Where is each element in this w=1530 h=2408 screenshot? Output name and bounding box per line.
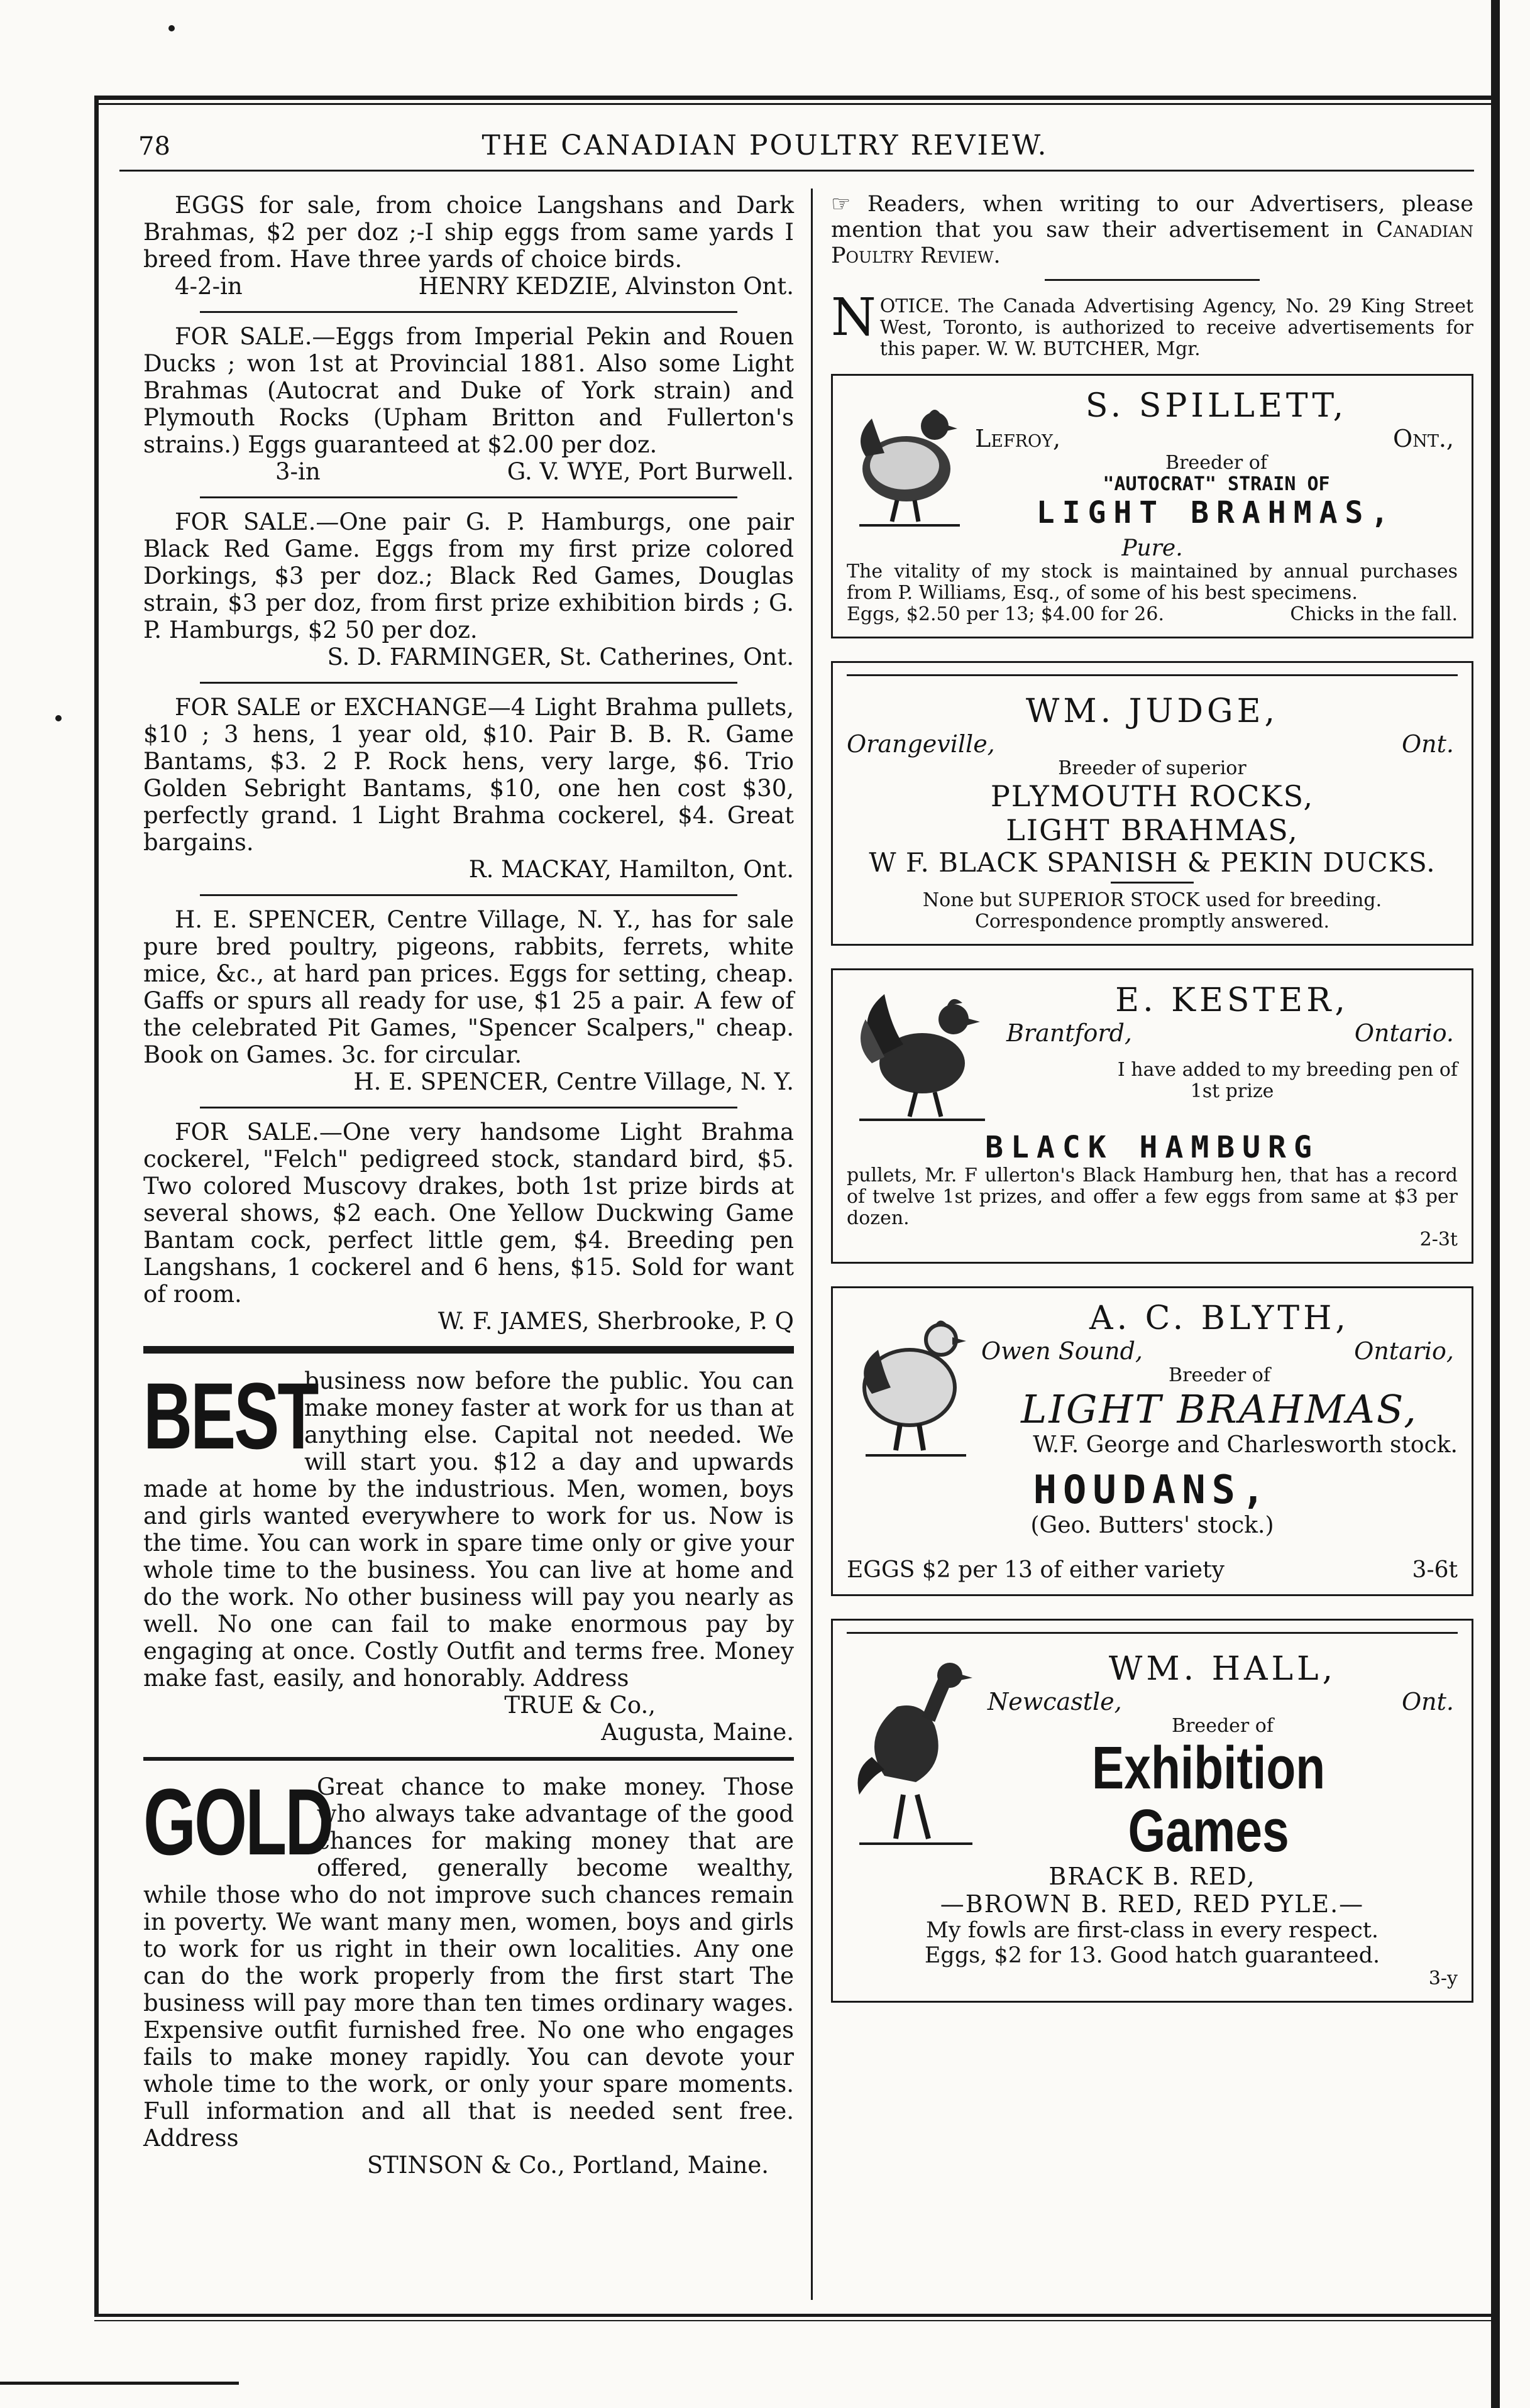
breeder-name: S. SPILLETT, <box>1085 387 1348 425</box>
ad-signature: STINSON & Co., Portland, Maine. <box>366 2152 769 2179</box>
classified-ad-kedzie <box>143 192 794 300</box>
card-text: 1st prize <box>1190 1080 1274 1102</box>
bottom-border-rule <box>94 2314 1496 2317</box>
classified-ad-james <box>143 1119 794 1335</box>
breeder-card-spillett <box>831 374 1473 638</box>
right-column <box>831 192 1473 2003</box>
card-top-rule <box>847 1632 1458 1634</box>
breed-line: W F. BLACK SPANISH & PEKIN DUCKS. <box>869 847 1436 878</box>
brahma-hen-illustration <box>847 387 966 532</box>
ad-code: 2-3t <box>1419 1229 1458 1251</box>
ad-code: 4-2-in <box>175 273 243 300</box>
egg-prices: EGGS $2 per 13 of either variety <box>847 1557 1225 1583</box>
breed-heading: BLACK HAMBURG <box>985 1130 1319 1165</box>
ad-signature: HENRY KEDZIE, Alvinston Ont. <box>418 273 794 300</box>
right-border-rule <box>1491 0 1500 2408</box>
breeder-name: WM. HALL, <box>1108 1650 1337 1688</box>
best-display-word: BEST <box>143 1363 317 1469</box>
readers-notice <box>831 192 1473 269</box>
top-border-rule-thin <box>94 103 1496 105</box>
top-border-rule <box>94 96 1496 100</box>
header-underline <box>119 170 1474 172</box>
ad-signature: G. V. WYE, Port Burwell. <box>507 458 794 485</box>
card-separator <box>1111 882 1194 884</box>
classified-ad-farminger <box>143 508 794 670</box>
breeder-location <box>988 1688 1458 1716</box>
column-divider <box>811 189 813 2300</box>
ad-code: 3-6t <box>1412 1557 1458 1583</box>
section-rule <box>143 1757 794 1761</box>
agency-notice <box>831 288 1473 360</box>
pointing-hand-icon: ☞ <box>831 192 851 217</box>
breed-line: BRACK B. RED, <box>1048 1863 1256 1890</box>
breeder-name: A. C. BLYTH, <box>1089 1300 1350 1337</box>
ad-signature: R. MACKAY, Hamilton, Ont. <box>468 856 794 883</box>
ad-signature: W. F. JAMES, Sherbrooke, P. Q <box>438 1308 794 1335</box>
readers-text: Readers, when writing to our Advertisers, please mention that you saw their advertisement in <box>831 192 1473 243</box>
footer-stray-rule <box>0 2382 239 2385</box>
ad-body: H. E. SPENCER, Centre Village, N. Y., has for sale pure bred poultry, pigeons, rabbits, ferrets, white mice, &c., at hard pan prices. Eggs for setting, cheap. Gaffs or spurs all ready for use, $1 25 a pair. A few of the celebrated Pit Games, "Spencer Scalpers," cheap. Book on Games. 3c. for circular. <box>143 906 794 1068</box>
breeder-province: Ont. <box>1402 730 1454 758</box>
stock-note: (Geo. Butters' stock.) <box>1030 1513 1274 1538</box>
ad-separator <box>200 682 737 684</box>
page-number: 78 <box>138 132 170 161</box>
ad-body: FOR SALE.—One pair G. P. Hamburgs, one pair Black Red Game. Eggs from my first prize colored Dorkings, $3 per doz.; Black Red Games, Douglas strain, $3 per doz, from first prize exhibition birds ; G. P. Hamburgs, $2 50 per doz. <box>143 508 794 643</box>
egg-prices: Eggs, $2.50 per 13; $4.00 for 26. <box>847 603 1165 625</box>
best-advertisement <box>143 1363 794 1746</box>
card-body: The vitality of my stock is maintained by annual purchases from P. Williams, Esq., of some of his best specimens. <box>847 561 1458 604</box>
breeder-town: Orangeville, <box>847 730 995 758</box>
chick-note: Chicks in the fall. <box>1290 603 1458 625</box>
notice-text: OTICE. The Canada Advertising Agency, No. 29 King Street West, Toronto, is authorized to receive advertisements for this paper. <box>879 295 1473 360</box>
notice-dropcap: N <box>831 288 876 348</box>
stock-line: W.F. George and Charlesworth stock. <box>1033 1432 1458 1458</box>
card-body: pullets, Mr. F ullerton's Black Hamburg hen, that has a record of twelve 1st prizes, and offer a few eggs from same at $3 per dozen. <box>847 1164 1458 1229</box>
breed-line: LIGHT BRAHMAS, <box>1006 813 1299 847</box>
section-double-rule <box>143 1346 794 1354</box>
hamburg-rooster-illustration <box>847 982 998 1126</box>
card-text: I have added to my breeding pen of <box>1117 1059 1458 1081</box>
gold-advertisement <box>143 1769 794 2179</box>
breeder-name: E. KESTER, <box>1115 982 1349 1019</box>
breeder-name: WM. JUDGE, <box>1025 692 1279 730</box>
breed-line: PLYMOUTH ROCKS, <box>990 779 1314 813</box>
ink-speck <box>168 25 175 31</box>
houdans-heading: HOUDANS, <box>1033 1467 1272 1513</box>
breeder-line: Breeder of superior <box>1058 757 1247 779</box>
breeder-town: Owen Sound, <box>981 1337 1143 1365</box>
notice-signature: W. W. BUTCHER, Mgr. <box>986 338 1201 360</box>
breeder-province: Ontario. <box>1354 1019 1454 1047</box>
classified-ad-wye <box>143 323 794 485</box>
breeder-town: Brantford, <box>1006 1019 1133 1047</box>
ad-code: 3-y <box>1428 1967 1458 1989</box>
breeder-town: Lefroy, <box>975 425 1061 452</box>
card-note: None but SUPERIOR STOCK used for breeding. <box>922 889 1382 911</box>
page-title: THE CANADIAN POULTRY REVIEW. <box>482 129 1048 161</box>
journal-name: Canadian Poultry Review. <box>831 217 1473 268</box>
brahma-hen-illustration <box>847 1300 972 1463</box>
breeder-line: Breeder of <box>1165 452 1267 474</box>
card-prices <box>847 1557 1458 1583</box>
ad-signature: TRUE & Co., <box>504 1692 656 1719</box>
ad-body: Great chance to make money. Those who always take advantage of the good chances for making money that are offered, generally become wealthy, while those who do not improve such chances remain in poverty. We want many men, women, boys and girls to work for us right in their own localities. Any one can do the work properly from the first start The business will pay more than ten times ordinary wages. Expensive outfit furnished free. No one who engages fails to make money rapidly. You can devote your whole time to the work, or only your spare moments. Full information and all that is needed sent free. Address <box>143 1773 794 2152</box>
classified-ad-mackay <box>143 694 794 883</box>
ad-code: 3-in <box>275 458 321 485</box>
breed-heading: LIGHT BRAHMAS, <box>1036 495 1397 530</box>
breeder-province: Ont. <box>1402 1688 1454 1716</box>
left-border-rule <box>94 96 99 2317</box>
ad-signature: H. E. SPENCER, Centre Village, N. Y. <box>353 1068 794 1095</box>
breeder-location <box>1006 1019 1458 1047</box>
ad-separator <box>200 1107 737 1108</box>
card-note: Correspondence promptly answered. <box>974 911 1330 933</box>
breeder-card-hall <box>831 1619 1473 2003</box>
breeder-province: Ontario, <box>1354 1337 1454 1365</box>
ad-signature-line2: Augusta, Maine. <box>601 1719 794 1746</box>
breeder-location <box>981 1337 1458 1365</box>
card-note: My fowls are first-class in every respect. <box>925 1918 1379 1943</box>
breed-heading: LIGHT BRAHMAS, <box>1021 1386 1418 1432</box>
ad-body: FOR SALE.—Eggs from Imperial Pekin and Rouen Ducks ; won 1st at Provincial 1881. Also some Light Brahmas (Autocrat and Duke of York strain) and Plymouth Rocks (Upham Britton and Fullerton's strains.) Eggs guaranteed at $2.00 per doz. <box>143 323 794 458</box>
card-note: Eggs, $2 for 13. Good hatch guaranteed. <box>924 1943 1380 1968</box>
left-column <box>143 192 794 2179</box>
ad-body: FOR SALE.—One very handsome Light Brahma cockerel, "Felch" pedigreed stock, standard bird, $5. Two colored Muscovy drakes, both 1st prize birds at several shows, $2 each. One Yellow Duckwing Game Bantam cock, perfect little gem, $4. Breeding pen Langshans, 1 cockerel and 6 hens, $15. Sold for want of room. <box>143 1119 794 1308</box>
ad-body: business now before the public. You can make money faster at work for us than at anything else. Capital not needed. We will start you. $12 a day and upwards made at home by the industrious. Men, women, boys and girls wanted everywhere to work for us. Now is the time. You can work in spare time only or give your whole time to the business. You can live at home and do the work. No other business will pay you nearly as well. No one can fail to make enormous pay by engaging at once. Costly Outfit and terms free. Money make fast, easily, and honorably. Address <box>143 1367 794 1692</box>
ad-separator <box>200 894 737 896</box>
card-top-rule <box>847 674 1458 676</box>
strain-line: "AUTOCRAT" STRAIN OF <box>1103 473 1330 495</box>
breed-purity: Pure. <box>1121 535 1183 561</box>
breeder-location <box>975 425 1458 452</box>
ad-body: EGGS for sale, from choice Langshans and Dark Brahmas, $2 per doz ;-I ship eggs from same yards I breed from. Have three yards of choice birds. <box>143 192 794 273</box>
ad-separator <box>1045 279 1260 281</box>
breeder-town: Newcastle, <box>988 1688 1122 1716</box>
breeder-card-blyth <box>831 1286 1473 1596</box>
breeder-province: Ont., <box>1393 425 1454 452</box>
card-prices <box>847 604 1458 625</box>
breeder-location <box>847 730 1458 758</box>
ad-separator <box>200 311 737 313</box>
ink-speck <box>55 715 62 721</box>
breeder-card-judge <box>831 661 1473 946</box>
classified-ad-spencer <box>143 906 794 1095</box>
breed-line: —BROWN B. RED, RED PYLE.— <box>940 1890 1365 1918</box>
gold-display-word: GOLD <box>143 1769 333 1874</box>
bottom-border-rule-thin <box>94 2320 1496 2321</box>
breeder-line: Breeder of <box>1172 1715 1274 1737</box>
breeder-card-kester <box>831 968 1473 1264</box>
ad-body: FOR SALE or EXCHANGE—4 Light Brahma pullets, $10 ; 3 hens, 1 year old, $10. Pair B. B. R. Game Bantams, $3. 2 P. Rock hens, very large, $6. Trio Golden Sebright Bantams, $10, one hen cost $30, perfectly grand. 1 Light Brahma cockerel, $4. Great bargains. <box>143 694 794 856</box>
breeder-line: Breeder of <box>1169 1364 1270 1386</box>
games-heading: Exhibition Games <box>1092 1734 1326 1864</box>
ad-separator <box>200 496 737 498</box>
ad-signature: S. D. FARMINGER, St. Catherines, Ont. <box>327 643 794 670</box>
